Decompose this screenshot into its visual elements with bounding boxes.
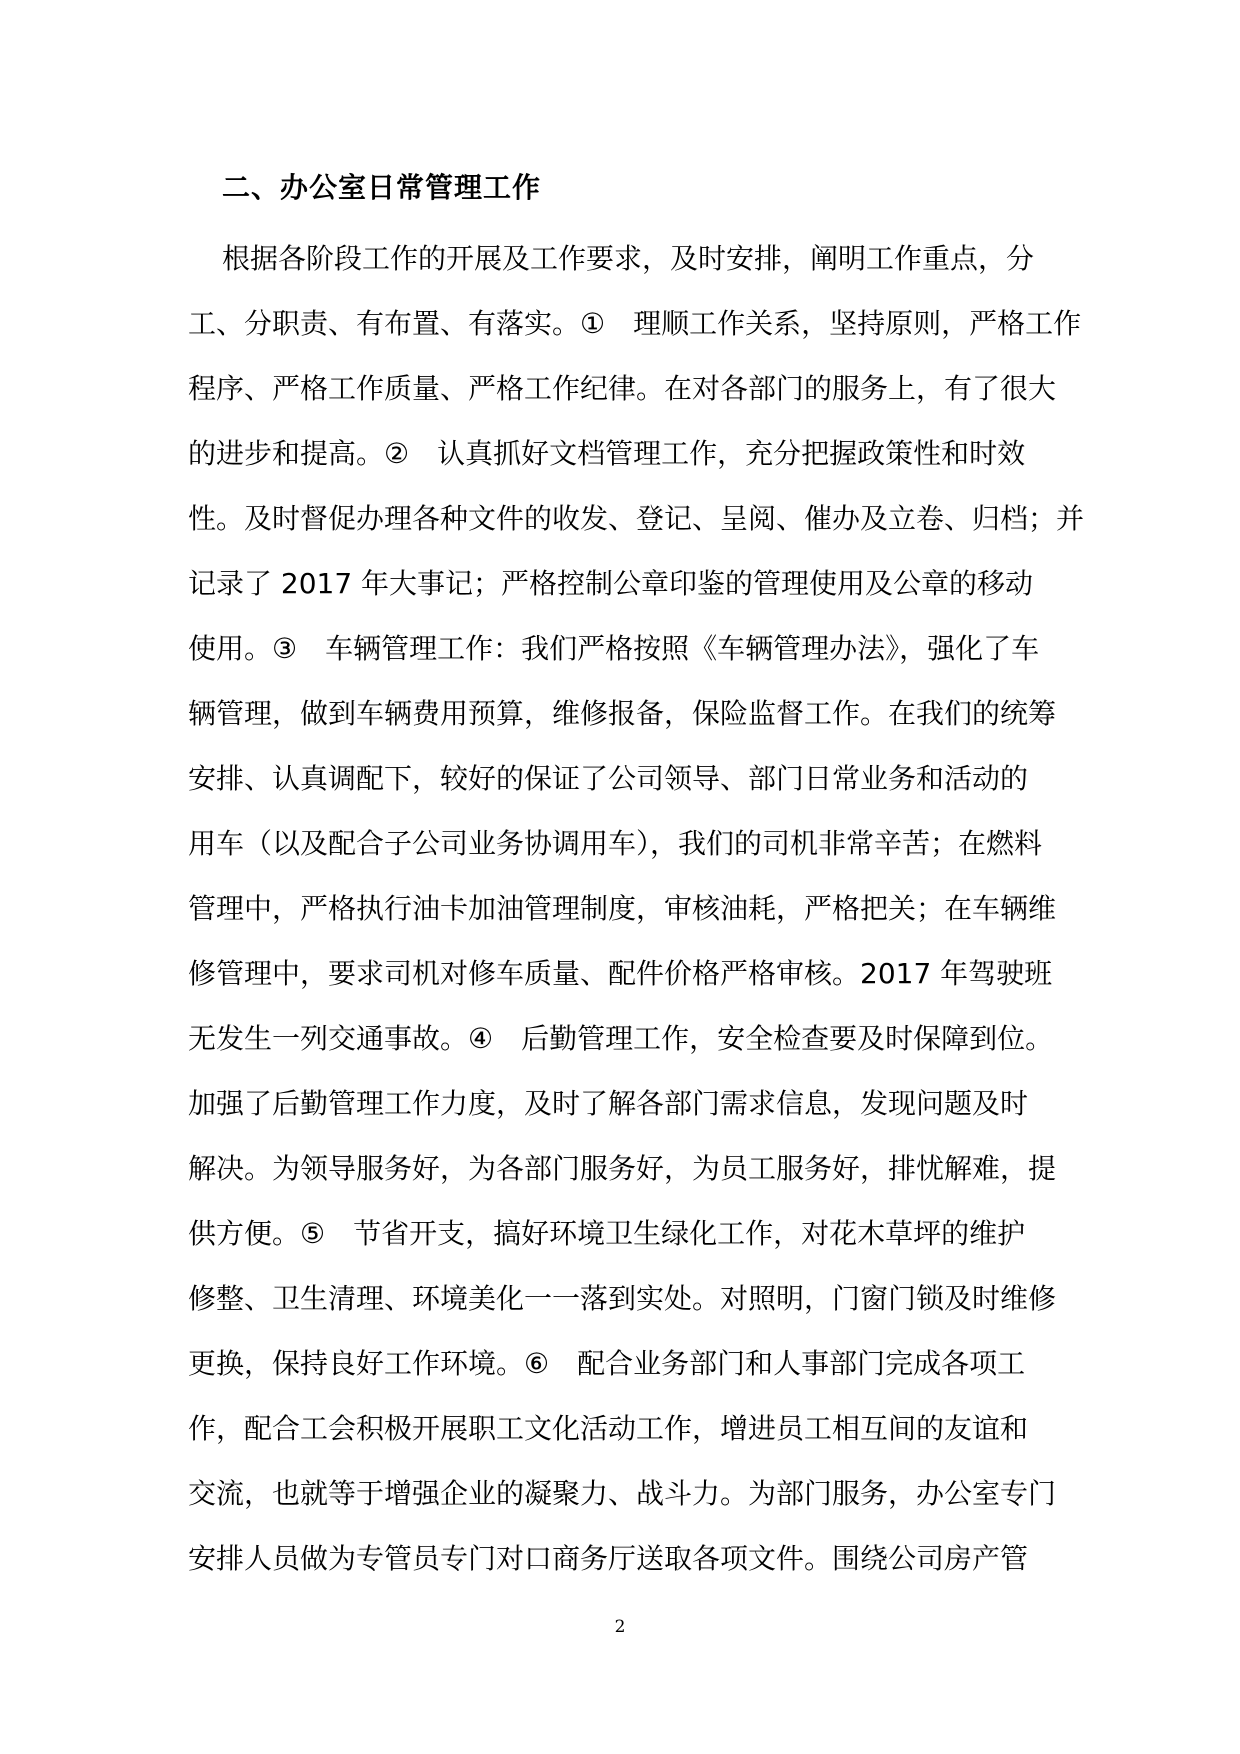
text-line: 修整、卫生清理、环境美化一一落到实处。对照明，门窗门锁及时维修 [188,1282,1057,1315]
text-line: 安排、认真调配下，较好的保证了公司领导、部门日常业务和活动的 [188,762,1029,795]
text-line: 更换，保持良好工作环境。⑥ 配合业务部门和人事部门完成各项工 [188,1347,1026,1380]
text-line: 用车（以及配合子公司业务协调用车），我们的司机非常辛苦；在燃料 [188,827,1043,860]
text-line: 辆管理，做到车辆费用预算，维修报备，保险监督工作。在我们的统筹 [188,697,1057,730]
text-line: 加强了后勤管理工作力度，及时了解各部门需求信息，发现问题及时 [188,1087,1029,1120]
page-number: 2 [614,1617,626,1637]
body-paragraph [188,226,1085,1591]
text-line: 性。及时督促办理各种文件的收发、登记、呈阅、催办及立卷、归档；并 [188,502,1085,535]
text-line: 根据各阶段工作的开展及工作要求，及时安排，阐明工作重点，分 [222,242,1035,275]
text-line: 供方便。⑤ 节省开支，搞好环境卫生绿化工作，对花木草坪的维护 [188,1217,1026,1250]
section-heading: 二、办公室日常管理工作 [222,171,542,204]
text-line: 管理中，严格执行油卡加油管理制度，审核油耗，严格把关；在车辆维 [188,892,1057,925]
text-line: 修管理中，要求司机对修车质量、配件价格严格审核。2017 年驾驶班 [188,957,1053,990]
text-line: 程序、严格工作质量、严格工作纪律。在对各部门的服务上，有了很大 [188,372,1057,405]
text-line: 记录了 2017 年大事记；严格控制公章印鉴的管理使用及公章的移动 [188,567,1034,600]
text-line: 使用。③ 车辆管理工作：我们严格按照《车辆管理办法》，强化了车 [188,632,1040,665]
text-line: 无发生一列交通事故。④ 后勤管理工作，安全检查要及时保障到位。 [188,1022,1054,1055]
text-line: 工、分职责、有布置、有落实。① 理顺工作关系，坚持原则，严格工作 [188,307,1082,340]
text-line: 解决。为领导服务好，为各部门服务好，为员工服务好，排忧解难，提 [188,1152,1057,1185]
text-line: 安排人员做为专管员专门对口商务厅送取各项文件。围绕公司房产管 [188,1542,1029,1575]
text-line: 的进步和提高。② 认真抓好文档管理工作，充分把握政策性和时效 [188,437,1026,470]
text-line: 交流，也就等于增强企业的凝聚力、战斗力。为部门服务，办公室专门 [188,1477,1057,1510]
text-line: 作，配合工会积极开展职工文化活动工作，增进员工相互间的友谊和 [188,1412,1029,1445]
